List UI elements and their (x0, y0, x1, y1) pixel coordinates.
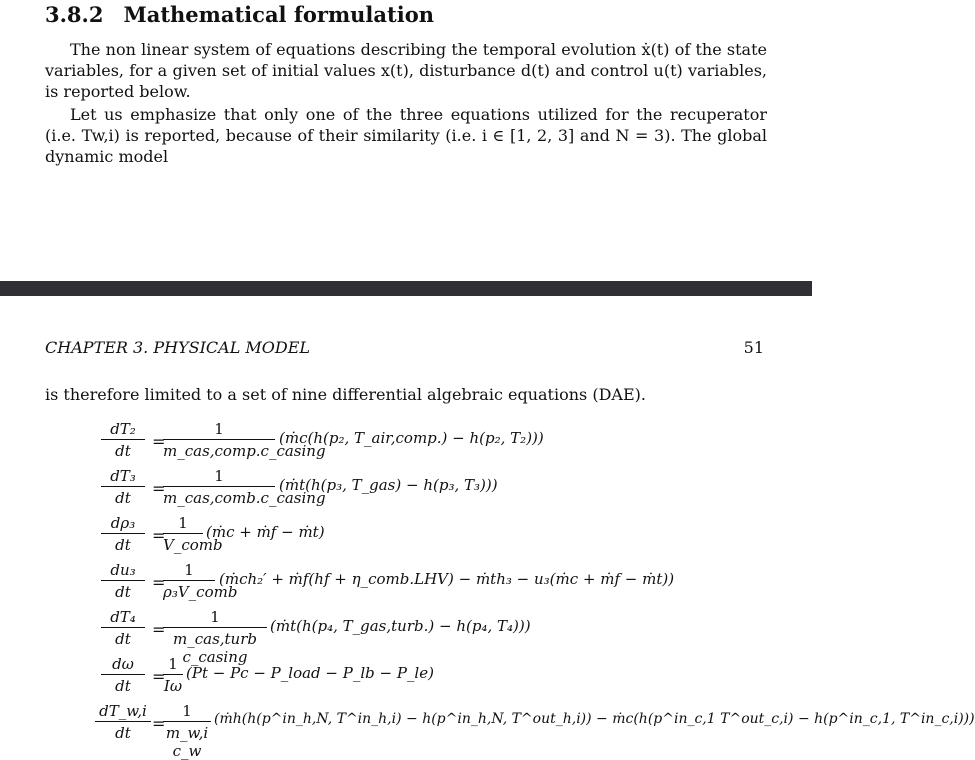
lhs-denominator: dt (115, 583, 131, 601)
paragraph-dae: is therefore limited to a set of nine differential algebraic equations (DAE). (45, 385, 646, 404)
lhs-denominator: dt (115, 536, 131, 554)
lhs-numerator: dT₃ (101, 467, 145, 487)
lhs-denominator: dt (115, 677, 131, 695)
equation-rhs: (ṁc + ṁf − ṁt) (206, 523, 325, 541)
equation-row (0, 514, 812, 562)
equals-sign: = (152, 432, 166, 451)
equals-sign: = (152, 573, 166, 592)
equation-fraction (163, 561, 238, 601)
equation-lhs (101, 514, 145, 554)
fraction-numerator: 1 (163, 608, 267, 628)
equation-lhs (101, 608, 145, 648)
lhs-numerator: dT₄ (101, 608, 145, 628)
equals-sign: = (152, 526, 166, 545)
fraction-denominator: V_comb (163, 536, 223, 554)
lhs-denominator: dt (115, 630, 131, 648)
equation-lhs (95, 702, 151, 742)
page-number: 51 (743, 338, 764, 357)
fraction-denominator: m_cas,comp.c_casing (163, 442, 326, 460)
fraction-numerator: 1 (163, 420, 275, 440)
fraction-denominator: Iω (163, 677, 183, 695)
equation-lhs (101, 467, 145, 507)
equation-fraction (163, 420, 326, 460)
equation-fraction (163, 514, 223, 554)
equation-fraction (163, 702, 211, 760)
fraction-denominator: m_cas,turb c_casing (173, 630, 257, 666)
bottom-page (0, 296, 975, 760)
equals-sign: = (152, 714, 166, 733)
lhs-numerator: du₃ (101, 561, 145, 581)
fraction-denominator: ρ₃V_comb (163, 583, 238, 601)
section-heading (45, 2, 434, 27)
lhs-denominator: dt (115, 442, 131, 460)
equation-row (0, 561, 812, 609)
equation-fraction (163, 655, 183, 695)
lhs-numerator: dρ₃ (101, 514, 145, 534)
fraction-numerator: 1 (163, 467, 275, 487)
equation-rhs: (ṁh(h(p^in_h,N, T^in_h,i) − h(p^in_h,N, T^out_h,i)) − ṁc(h(p^in_c,1 T^out_c,i) − h(p^in_c,1, T^in_c,i))) (214, 711, 975, 727)
equation-row (0, 702, 975, 760)
equation-lhs (101, 420, 145, 460)
equation-row (0, 655, 812, 703)
equation-rhs: (ṁt(h(p₄, T_gas,turb.) − h(p₄, T₄))) (270, 617, 531, 635)
section-number: 3.8.2 (45, 2, 104, 27)
lhs-denominator: dt (115, 489, 131, 507)
equation-row (0, 420, 812, 468)
equation-rhs: (ṁc(h(p₂, T_air,comp.) − h(p₂, T₂))) (279, 429, 544, 447)
fraction-denominator: m_cas,comb.c_casing (163, 489, 326, 507)
equals-sign: = (152, 620, 166, 639)
fraction-numerator: 1 (163, 655, 183, 675)
top-page-fragment (0, 0, 812, 281)
lhs-numerator: dT_w,i (95, 702, 151, 722)
fraction-numerator: 1 (163, 702, 211, 722)
section-title: Mathematical formulation (123, 2, 434, 27)
lhs-denominator: dt (115, 724, 131, 742)
page-divider (0, 281, 812, 296)
equation-lhs (101, 655, 145, 695)
lhs-numerator: dω (101, 655, 145, 675)
lhs-numerator: dT₂ (101, 420, 145, 440)
paragraph-emphasis: Let us emphasize that only one of the three equations utilized for the recuperator (i.e. Tw,i) is reported, because of their similarity (i.e. i ∈ [1, 2, 3] and N = 3). The global dynamic model (45, 105, 767, 166)
equation-rhs: (ṁch₂′ + ṁf(hf + η_comb.LHV) − ṁth₃ − u₃(ṁc + ṁf − ṁt)) (219, 570, 675, 588)
equation-rhs: (ṁt(h(p₃, T_gas) − h(p₃, T₃))) (279, 476, 498, 494)
fraction-numerator: 1 (163, 561, 215, 581)
equation-lhs (101, 561, 145, 601)
paragraph-intro: The non linear system of equations describing the temporal evolution ẋ(t) of the state variables, for a given set of initial values x(t), disturbance d(t) and control u(t) variables, is reported below. (45, 40, 767, 101)
equation-row (0, 467, 812, 515)
fraction-denominator: m_w,i c_w (165, 724, 209, 760)
fraction-numerator: 1 (163, 514, 203, 534)
equals-sign: = (152, 479, 166, 498)
equation-rhs: (Pt − Pc − P_load − P_lb − P_le) (186, 664, 434, 682)
equation-system (0, 420, 975, 760)
equals-sign: = (152, 667, 166, 686)
running-head: CHAPTER 3. PHYSICAL MODEL (45, 338, 311, 357)
equation-fraction (163, 467, 326, 507)
